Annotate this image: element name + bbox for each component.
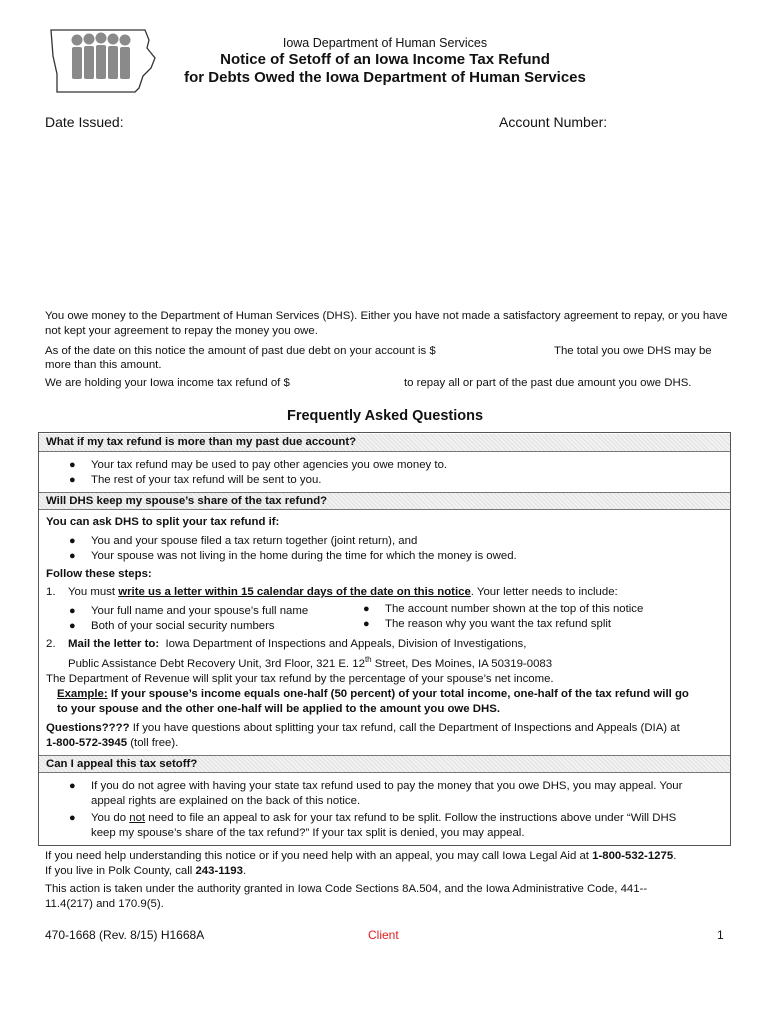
legal-aid-line1 — [45, 849, 676, 864]
toll-free-text: (toll free). — [127, 737, 179, 749]
step-2-label: Mail the letter to: — [68, 638, 160, 650]
more-than-text: more than this amount. — [45, 359, 162, 371]
owe-paragraph: You owe money to the Department of Human Services (DHS). Either you have not made a satisfactory agreement to repay, or you have not kept your agreement to repay the money you owe. — [45, 310, 728, 337]
dia-phone: 1-800-572-3945 — [46, 737, 128, 749]
split-text: You do — [91, 812, 130, 824]
agency-name: Iowa Department of Human Services — [282, 36, 488, 50]
address-text: Public Assistance Debt Recovery Unit, 3rd Floor, 321 E. 12 — [68, 657, 365, 670]
total-owe-text: The total you owe DHS may be — [554, 345, 712, 357]
questions-text: If you have questions about splitting your tax refund, call the Department of Inspections and Appeals (DIA) at — [129, 722, 680, 734]
split-text-tail: need to file an appeal to ask for your tax refund to be split. Follow the instructions above under “Will DHS — [145, 812, 677, 824]
not-emphasis: not — [129, 812, 146, 824]
authority-line1: This action is taken under the authority granted in Iowa Code Sections 8A.504, and the Iowa Administrative Code, 441-- — [45, 883, 648, 895]
example-text: If your spouse’s income equals one-half (50 percent) of your total income, one-half of the tax refund will go — [107, 688, 689, 700]
bullet-dot-icon: ● — [363, 618, 370, 630]
legal-aid-phone: 1-800-532-1275 — [592, 850, 674, 862]
page-number: 1 — [717, 928, 724, 942]
question-spouse-share: Will DHS keep my spouse’s share of the tax refund? — [39, 492, 730, 510]
bullet-dot-icon: ● — [69, 550, 76, 562]
question-appeal: Can I appeal this tax setoff? — [39, 755, 730, 773]
list-item: Both of your social security numbers — [91, 620, 275, 632]
list-item: Your tax refund may be used to pay other agencies you owe money to. — [91, 459, 448, 471]
revenue-split-text: The Department of Revenue will split your tax refund by the percentage of your spouse’s net income. — [46, 673, 554, 685]
questions-line2 — [46, 736, 724, 751]
date-issued-label: Date Issued: — [45, 114, 124, 130]
list-item: The rest of your tax refund will be sent to you. — [91, 474, 322, 486]
bullet-dot-icon: ● — [69, 812, 76, 824]
example-line2: to your spouse and the other one-half will be applied to the amount you owe DHS. — [57, 703, 500, 715]
bullet-dot-icon: ● — [363, 603, 370, 615]
bullet-dot-icon: ● — [69, 474, 76, 486]
faq-title: Frequently Asked Questions — [286, 408, 484, 424]
bullet-dot-icon: ● — [69, 605, 76, 617]
step-1-tail: . Your letter needs to include: — [470, 586, 618, 598]
polk-county-phone: 243-1193 — [195, 865, 243, 877]
bullet-dot-icon: ● — [69, 620, 76, 632]
questions-line1 — [46, 721, 724, 736]
legal-aid-line2 — [45, 864, 246, 879]
authority-line2: 11.4(217) and 170.9(5). — [45, 898, 164, 910]
bullet-dot-icon: ● — [69, 780, 76, 792]
list-item: You and your spouse filed a tax return together (joint return), and — [91, 535, 418, 547]
question-refund-more: What if my tax refund is more than my past due account? — [39, 434, 730, 452]
appeal-bullet-line1: If you do not agree with having your state tax refund used to pay the money that you owe DHS, you may appeal. Your — [91, 780, 683, 792]
copy-label: Client — [368, 928, 399, 942]
bullet-dot-icon: ● — [69, 535, 76, 547]
step-2 — [46, 637, 724, 652]
step-1 — [46, 585, 724, 600]
legal-aid-end: . — [673, 850, 677, 862]
split-bullet-line1 — [91, 811, 724, 826]
step-2-address-line1: Iowa Department of Inspections and Appeals, Division of Investigations, — [165, 638, 527, 650]
step-1-number: 1. — [46, 586, 56, 598]
ask-split-heading: You can ask DHS to split your tax refund if: — [46, 516, 280, 528]
list-item: Your spouse was not living in the home during the time for which the money is owed. — [91, 550, 517, 562]
list-item: Your full name and your spouse’s full name — [91, 605, 309, 617]
example-line1 — [57, 687, 724, 702]
polk-county-end: . — [242, 865, 247, 877]
account-number-label: Account Number: — [499, 114, 608, 130]
step-2-address-line2 — [68, 652, 724, 672]
bullet-dot-icon: ● — [69, 459, 76, 471]
past-due-text: As of the date on this notice the amount of past due debt on your account is $ — [45, 345, 436, 357]
step-1-deadline: write us a letter within 15 calendar days of the date on this notice — [118, 586, 471, 598]
step-1-text: You must — [68, 586, 119, 598]
address-text-end: Street, Des Moines, IA 50319-0083 — [371, 657, 553, 670]
page-title-line1: Notice of Setoff of an Iowa Income Tax Refund — [220, 51, 550, 68]
repay-text: to repay all or part of the past due amount you owe DHS. — [404, 377, 692, 389]
list-item: The reason why you want the tax refund split — [385, 618, 612, 630]
legal-aid-text: If you need help understanding this notice or if you need help with an appeal, you may call Iowa Legal Aid at — [45, 850, 593, 862]
page-title-line2: for Debts Owed the Iowa Department of Human Services — [184, 69, 586, 86]
appeal-bullet-line2: appeal rights are explained on the back of this notice. — [91, 795, 361, 807]
holding-text: We are holding your Iowa income tax refund of $ — [45, 377, 290, 389]
step-2-number: 2. — [46, 638, 56, 650]
list-item: The account number shown at the top of this notice — [385, 603, 644, 615]
faq-box — [38, 432, 731, 846]
form-number: 470-1668 (Rev. 8/15) H1668A — [45, 928, 205, 942]
follow-steps-heading: Follow these steps: — [46, 568, 152, 580]
address-superscript: th — [364, 655, 372, 664]
polk-county-text: If you live in Polk County, call — [45, 865, 196, 877]
example-label: Example: — [57, 688, 108, 700]
split-bullet-line2: keep my spouse’s share of the tax refund?” If your tax split is denied, you may appeal. — [91, 827, 525, 839]
questions-label: Questions???? — [46, 722, 130, 734]
